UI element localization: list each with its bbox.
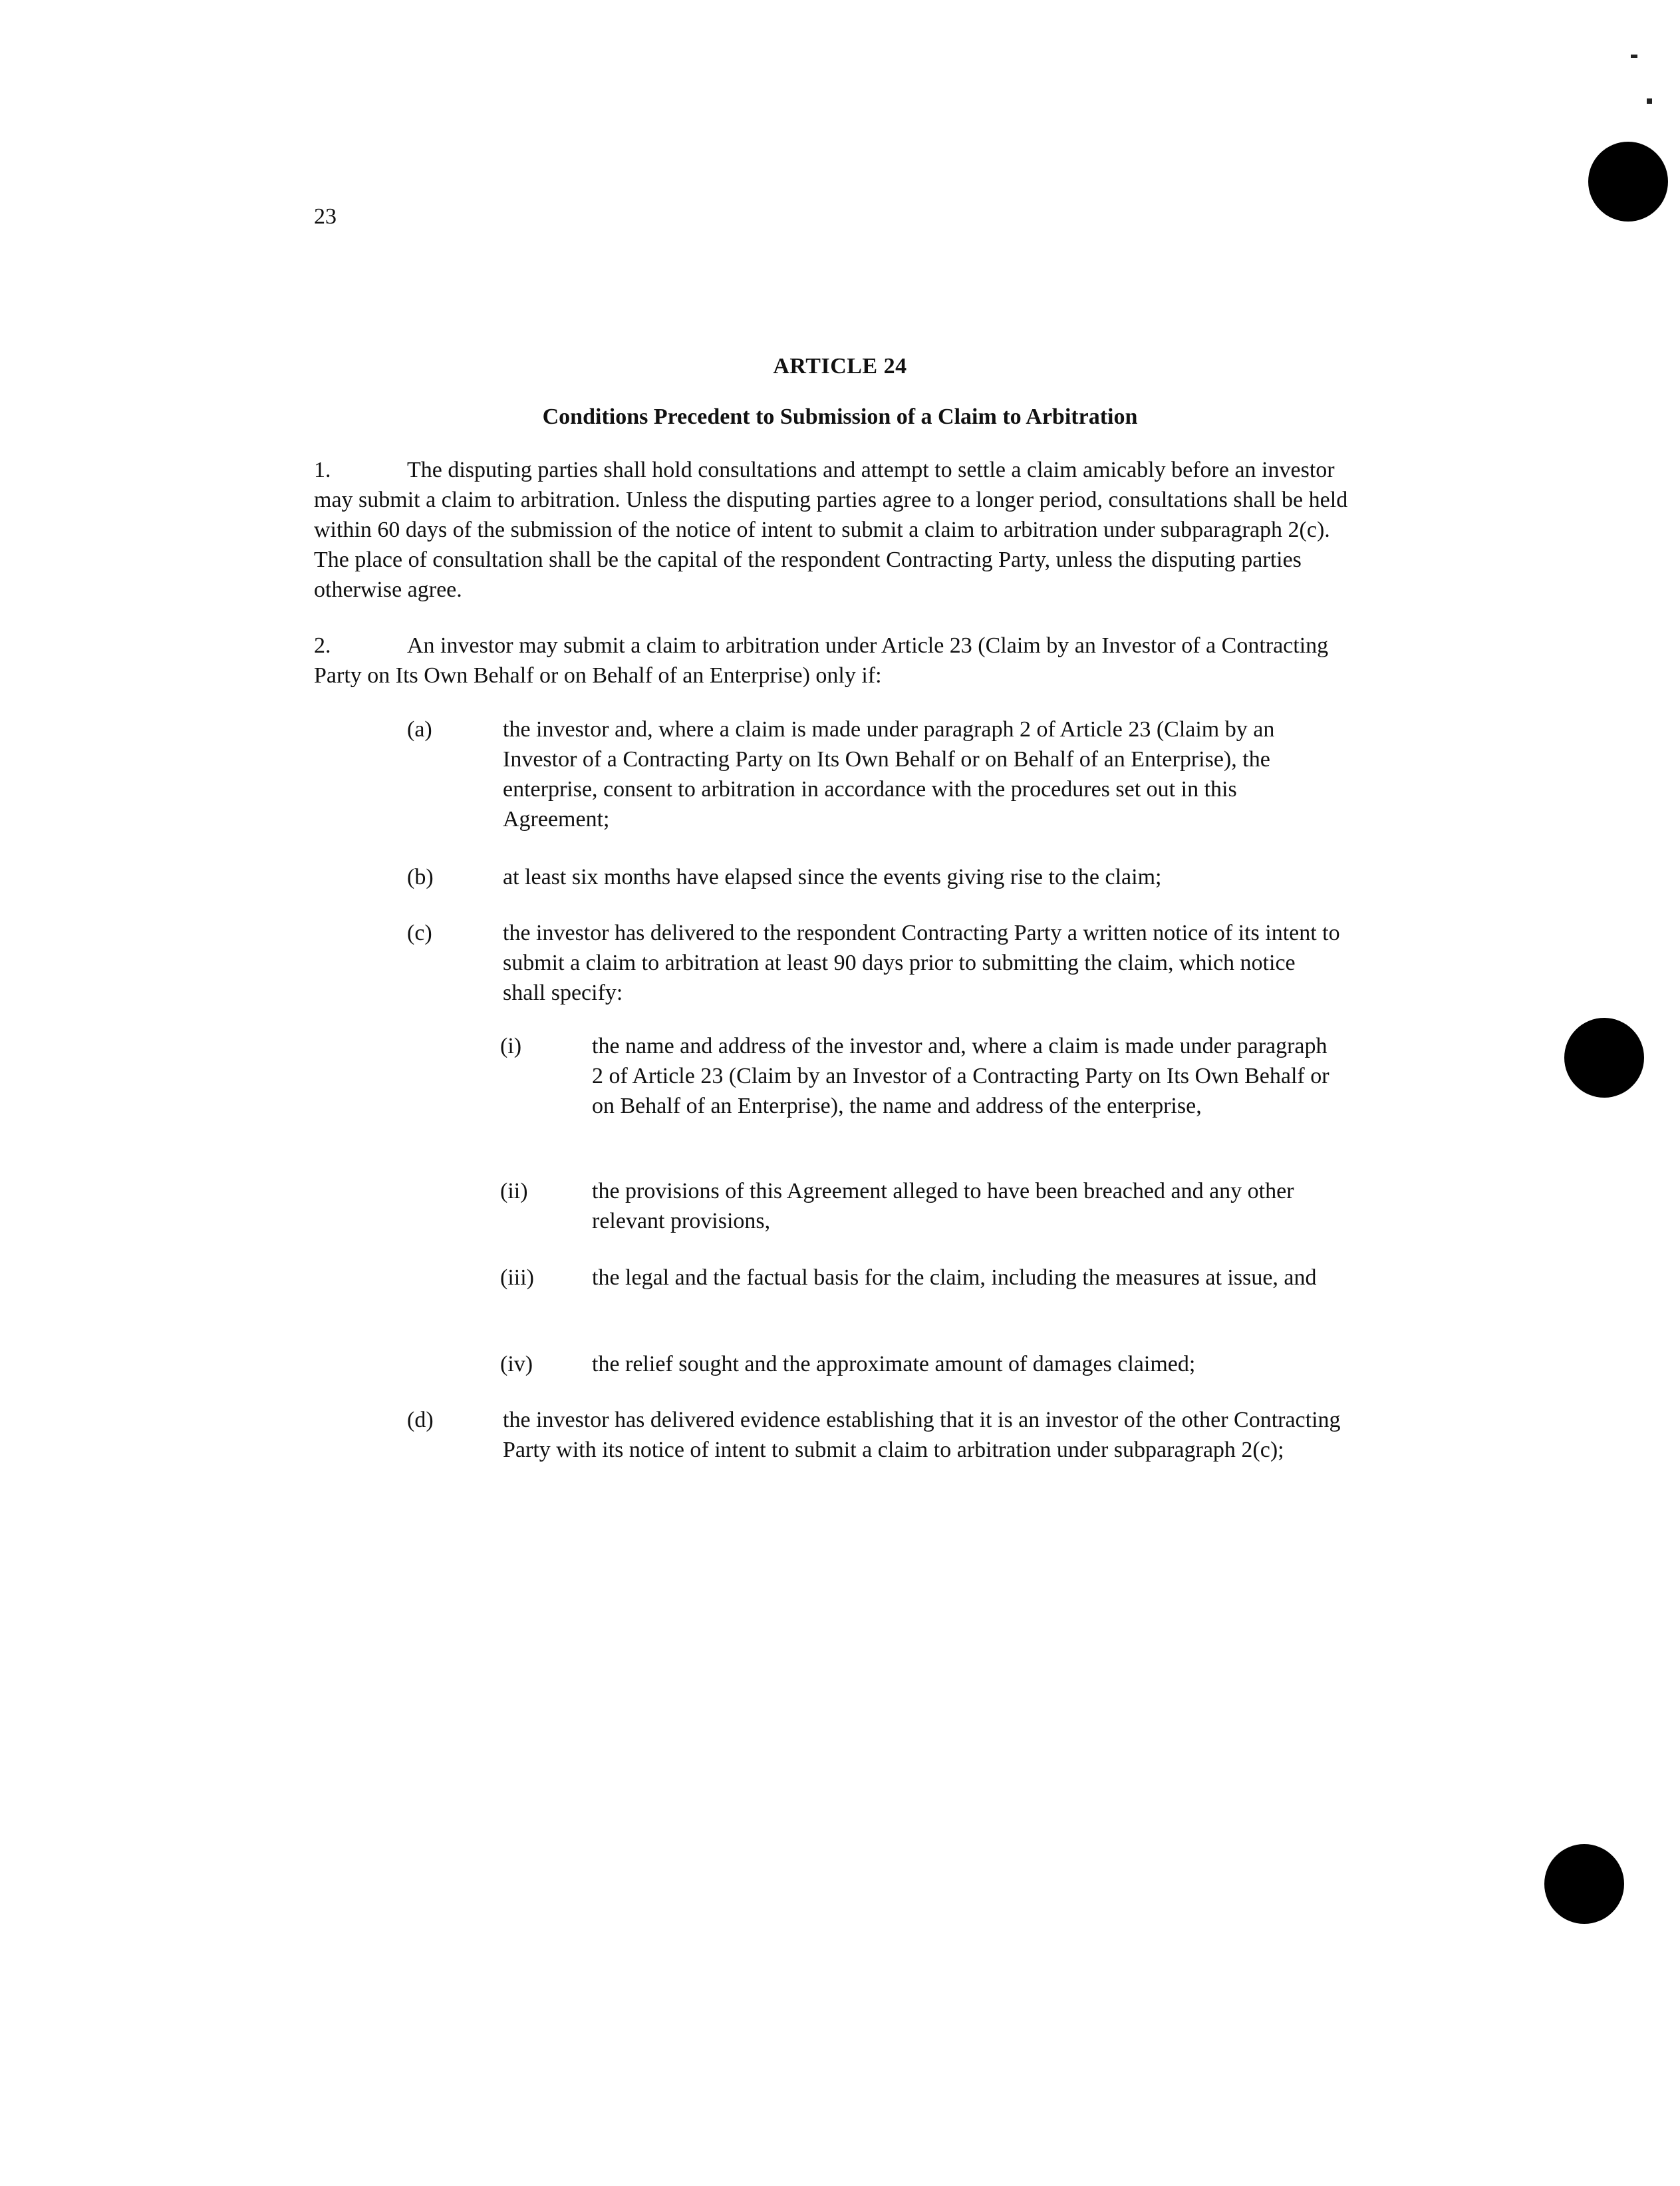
scan-speck	[1647, 98, 1652, 104]
sub-item-label: (iv)	[500, 1352, 533, 1376]
article-subtitle: Conditions Precedent to Submission of a Claim to Arbitration	[542, 404, 1138, 429]
list-item-label: (c)	[407, 921, 432, 945]
page-number: 23	[314, 204, 337, 229]
list-item-text: the investor has delivered to the respondent Contracting Party a written notice of its intent to submit a claim to arbitration at least 90 days prior to submitting the claim, which notice shall specify:	[503, 921, 1340, 1005]
punch-hole-top	[1588, 142, 1668, 222]
sub-item-text: the name and address of the investor and, where a claim is made under paragraph 2 of Article 23 (Claim by an Investor of a Contracting Party on Its Own Behalf or on Behalf of an Enterprise), the name and address of the enterprise,	[592, 1034, 1330, 1118]
paragraph-1	[314, 455, 1351, 605]
sub-item-text: the relief sought and the approximate amount of damages claimed;	[592, 1352, 1196, 1376]
scan-speck	[1631, 55, 1637, 58]
paragraph-text: An investor may submit a claim to arbitration under Article 23 (Claim by an Investor of a Contracting Party on Its Own Behalf or on Behalf of an Enterprise) only if:	[314, 633, 1329, 688]
list-item-text: at least six months have elapsed since the events giving rise to the claim;	[503, 865, 1162, 889]
sub-item-label: (ii)	[500, 1179, 528, 1203]
list-item-label: (b)	[407, 865, 434, 889]
punch-hole-bottom	[1544, 1844, 1624, 1924]
paragraph-number: 1.	[314, 458, 331, 482]
article-heading: ARTICLE 24	[773, 354, 907, 379]
list-item-text: the investor and, where a claim is made under paragraph 2 of Article 23 (Claim by an Investor of a Contracting Party on Its Own Behalf or on Behalf of an Enterprise), the enterprise, consent to arbitration in accordance with the procedures set out in this Agreement;	[503, 717, 1275, 832]
paragraph-2	[314, 631, 1351, 691]
punch-hole-middle	[1564, 1018, 1644, 1098]
list-item-label: (d)	[407, 1408, 434, 1432]
list-item-text: the investor has delivered evidence establishing that it is an investor of the other Contracting Party with its notice of intent to submit a claim to arbitration under subparagraph 2(c);	[503, 1408, 1341, 1462]
list-item-label: (a)	[407, 717, 432, 742]
sub-item-text: the legal and the factual basis for the claim, including the measures at issue, and	[592, 1265, 1317, 1290]
sub-item-label: (iii)	[500, 1265, 534, 1290]
paragraph-number: 2.	[314, 633, 331, 658]
sub-item-label: (i)	[500, 1034, 522, 1058]
sub-item-text: the provisions of this Agreement alleged to have been breached and any other relevant provisions,	[592, 1179, 1294, 1233]
paragraph-text: The disputing parties shall hold consultations and attempt to settle a claim amicably before an investor may submit a claim to arbitration. Unless the disputing parties agree to a longer period, consultations shall be held within 60 days of the submission of the notice of intent to submit a claim to arbitration under subparagraph 2(c). The place of consultation shall be the capital of the respondent Contracting Party, unless the disputing parties otherwise agree.	[314, 458, 1348, 602]
